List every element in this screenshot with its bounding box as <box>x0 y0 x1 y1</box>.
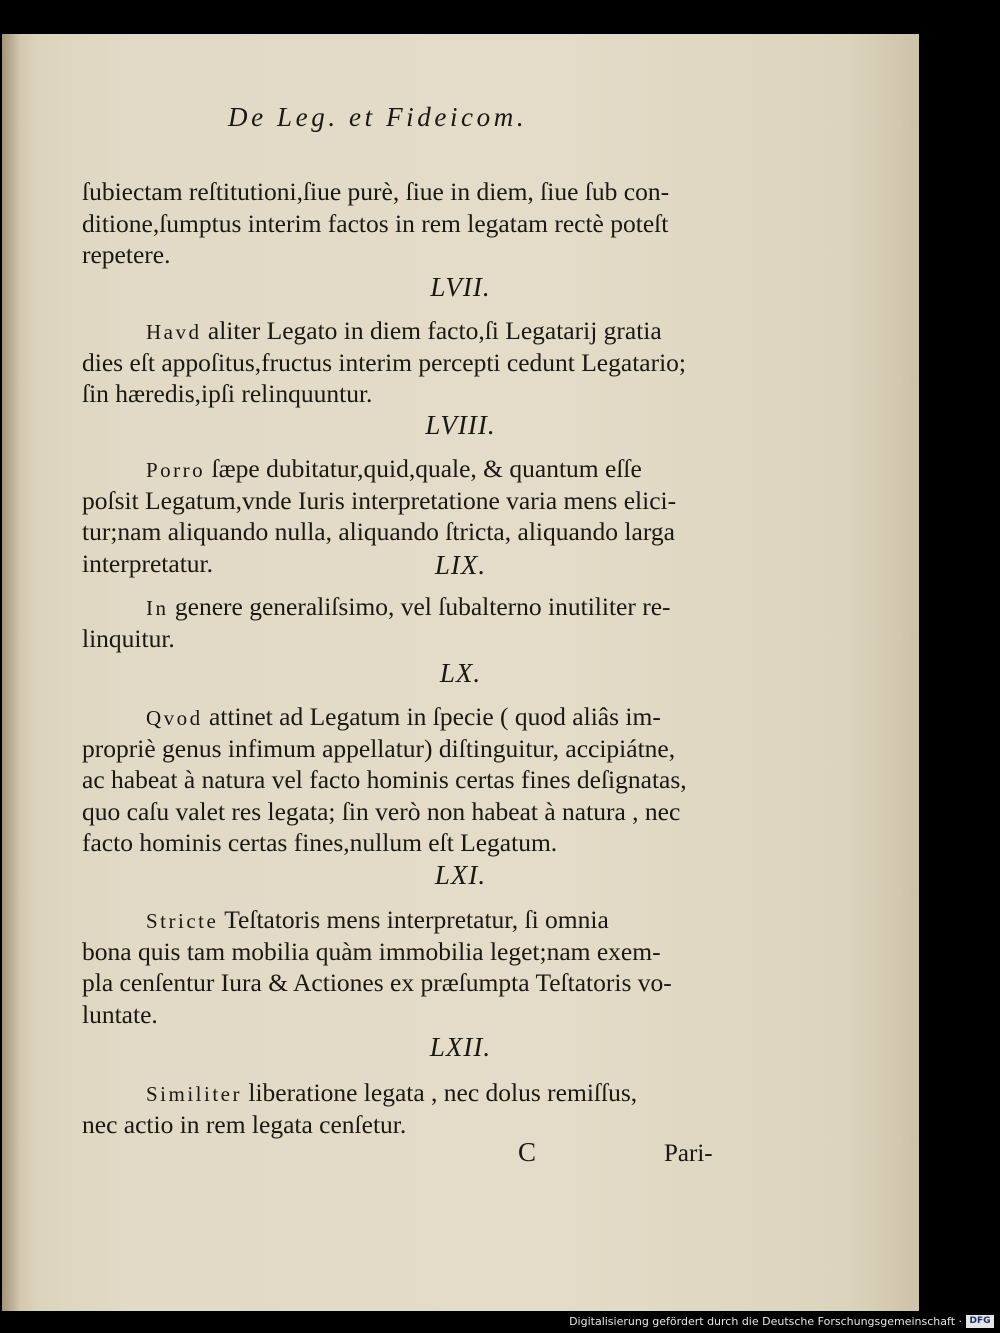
text-line: repetere. <box>82 240 171 269</box>
text-line <box>82 315 686 347</box>
lead-word: Similiter <box>146 1082 242 1106</box>
section-number-lx: LX. <box>439 658 482 688</box>
paragraph-lx <box>82 701 687 859</box>
lead-word: Havd <box>146 320 202 344</box>
text-line: luntate. <box>82 999 158 1029</box>
text-line: dies eſt appoſitus,fructus interim percepti cedunt Legatario; <box>82 347 687 377</box>
text-run: liberatione legata , nec dolus remiſſus, <box>248 1078 638 1107</box>
text-line: ſubiectam reſtitutioni,ſiue purè, ſiue in diem, ſiue ſub con- <box>82 177 670 206</box>
text-line: ditione,ſumptus interim factos in rem legatam rectè poteſt <box>82 208 669 238</box>
text-line: bona quis tam mobilia quàm immobilia leget;nam exem- <box>82 936 661 966</box>
text-line <box>82 1077 637 1109</box>
continuation-paragraph <box>82 176 669 271</box>
text-line: tur;nam aliquando nulla, aliquando ſtricta, aliquando larga <box>82 517 675 546</box>
section-number-lviii: LVIII. <box>425 410 496 440</box>
text-line: nec actio in rem legata cenſetur. <box>82 1109 407 1139</box>
text-line: facto hominis certas fines,nullum eſt Legatum. <box>82 828 558 857</box>
text-line: quo caſu valet res legata; ſin verò non habeat à natura , nec <box>82 796 681 826</box>
paragraph-lxi <box>82 904 672 1030</box>
text-run: aliter Legato in diem facto,ſi Legatarij gratia <box>207 316 662 345</box>
text-run: ſæpe dubitatur,quid,quale, & quantum eſſe <box>211 454 642 483</box>
paragraph-lvii <box>82 315 686 410</box>
section-number-lxi: LXI. <box>434 860 487 890</box>
paragraph-lix <box>82 591 671 654</box>
text-line: ſin hæredis,ipſi relinquuntur. <box>82 379 373 408</box>
lead-word: Porro <box>146 458 206 482</box>
lead-word: Qvod <box>146 706 203 730</box>
text-line <box>82 701 687 733</box>
text-line <box>82 591 671 623</box>
running-title: De Leg. et Fideicom. <box>228 102 528 132</box>
lead-word: Stricte <box>146 909 219 933</box>
catchword: Pari- <box>664 1140 713 1167</box>
text-line: linquitur. <box>82 623 175 653</box>
text-line: ac habeat à natura vel facto hominis certas fines deſignatas, <box>82 765 687 794</box>
funding-banner <box>0 1311 1000 1333</box>
text-line: propriè genus infimum appellatur) diſtinguitur, accipiátne, <box>82 733 676 763</box>
text-line: interpretatur. <box>82 548 213 578</box>
text-run: attinet ad Legatum in ſpecie ( quod aliâs im- <box>209 702 661 731</box>
section-number-lvii: LVII. <box>430 272 491 302</box>
signature-mark: C <box>518 1137 537 1167</box>
text-line <box>82 453 676 485</box>
text-run: Teſtatoris mens interpretatur, ſi omnia <box>224 905 609 934</box>
section-number-lix: LIX. <box>434 550 487 580</box>
section-number-lxii: LXII. <box>429 1032 492 1062</box>
funding-text: Digitalisierung gefördert durch die Deutsche Forschungsgemeinschaft · <box>569 1315 962 1328</box>
book-page <box>2 34 919 1311</box>
text-line <box>82 904 672 936</box>
text-run: genere generaliſsimo, vel ſubalterno inutiliter re- <box>174 592 671 621</box>
paragraph-lxii <box>82 1077 637 1140</box>
lead-word: In <box>146 596 169 620</box>
text-line: poſsit Legatum,vnde Iuris interpretatione varia mens elici- <box>82 485 677 515</box>
text-line: pla cenſentur Iura & Actiones ex præſumpta Teſtatoris vo- <box>82 968 672 997</box>
dfg-logo-icon: DFG <box>966 1315 994 1328</box>
